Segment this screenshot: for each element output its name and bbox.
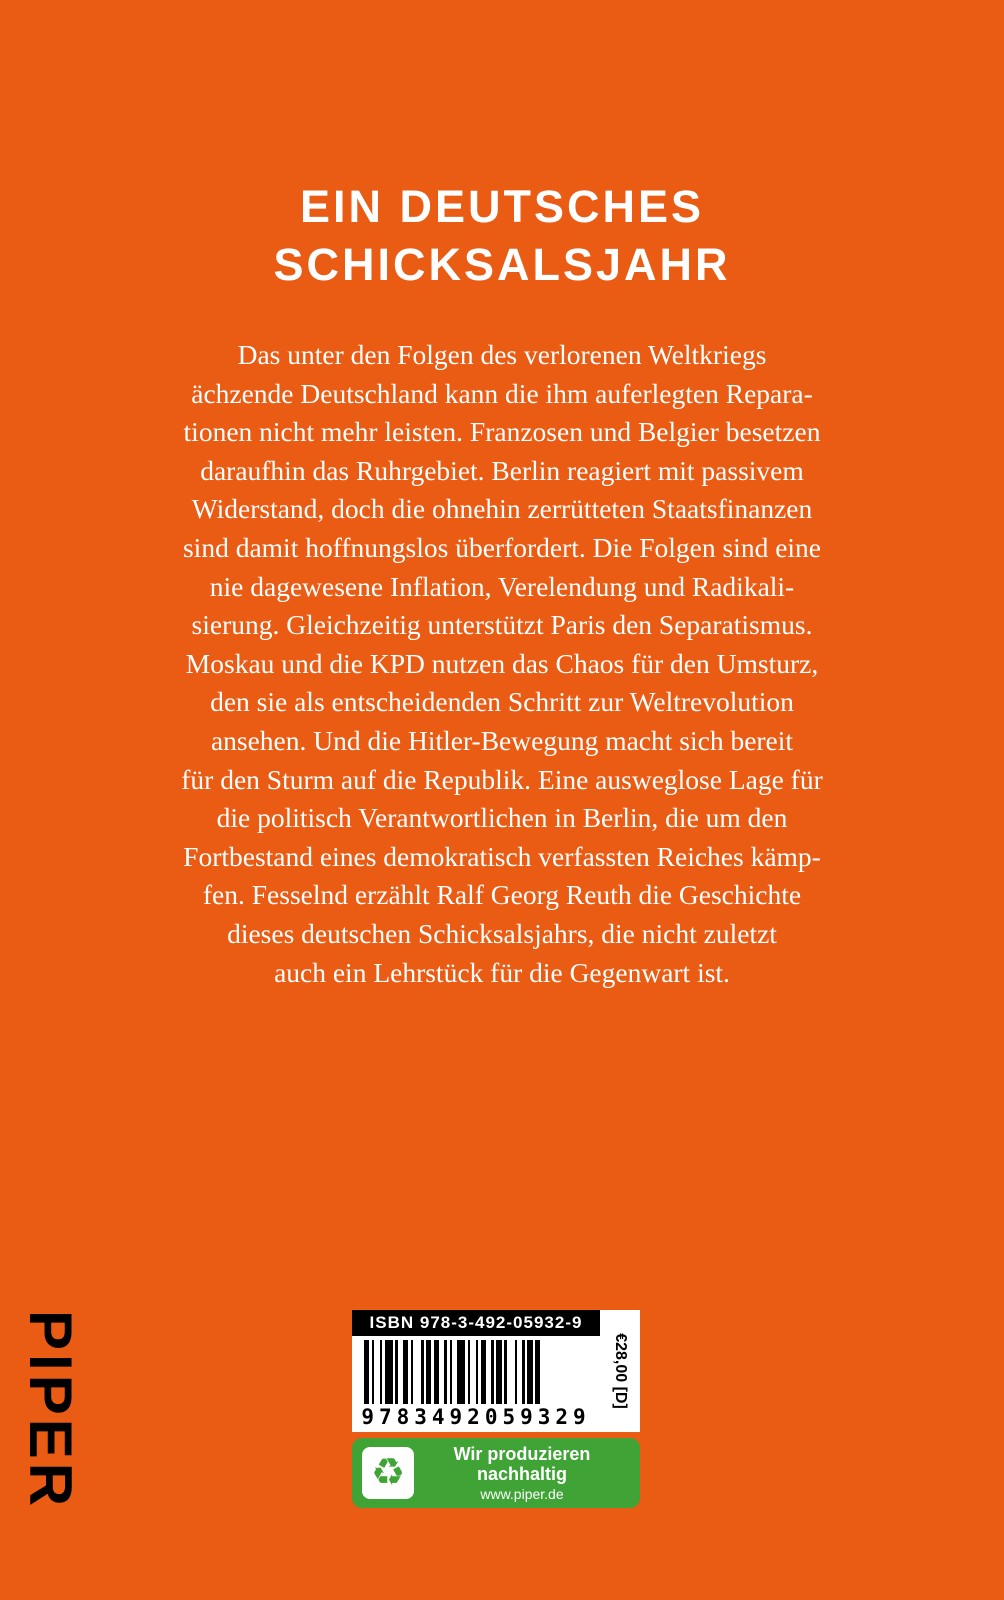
blurb-line: dieses deutschen Schicksalsjahrs, die nicht zuletzt [227, 917, 777, 949]
blurb-line: ansehen. Und die Hitler-Bewegung macht sich bereit [210, 724, 794, 756]
blurb-line: tionen nicht mehr leisten. Franzosen und Belgier besetzen [183, 416, 821, 448]
back-cover-blurb [122, 336, 882, 992]
barcode-left [352, 1310, 600, 1432]
book-title [0, 178, 1004, 294]
publisher-logo-piper: PIPER [17, 1310, 84, 1511]
blurb-line: Widerstand, doch die ohnehin zerrütteten Staatsfinanzen [191, 493, 813, 525]
blurb-line: für den Sturm auf die Republik. Eine ausweglose Lage für [181, 763, 823, 795]
eco-badge [352, 1438, 640, 1508]
recycle-icon: ♻ [362, 1447, 414, 1499]
eco-badge-line1: Wir produzieren [453, 1443, 591, 1464]
barcode-digits: 9783492059329 [361, 1405, 591, 1429]
blurb-line: Fortbestand eines demokratisch verfassten Reiches kämp- [183, 840, 821, 872]
blurb-line: daraufhin das Ruhrgebiet. Berlin reagiert mit passivem [200, 454, 804, 486]
price-column [600, 1310, 640, 1432]
barcode-block [352, 1310, 640, 1432]
eco-badge-text [414, 1444, 630, 1503]
blurb-line: Moskau und die KPD nutzen das Chaos für den Umsturz, [185, 647, 819, 679]
eco-badge-url: www.piper.de [480, 1485, 564, 1502]
barcode-icon [352, 1336, 600, 1404]
blurb-line: fen. Fesselnd erzählt Ralf Georg Reuth die Geschichte [202, 879, 802, 911]
isbn-label: ISBN 978-3-492-05932-9 [352, 1310, 600, 1336]
blurb-line: auch ein Lehrstück für die Gegenwart ist. [274, 956, 730, 988]
blurb-line: den sie als entscheidenden Schritt zur Weltrevolution [210, 686, 794, 718]
blurb-line: nie dagewesene Inflation, Verelendung und Radikali- [209, 570, 795, 602]
book-title-line1: EIN DEUTSCHES [299, 181, 705, 232]
book-title-line2: SCHICKSALSJAHR [273, 239, 731, 290]
blurb-line: sind damit hoffnungslos überfordert. Die Folgen sind eine [182, 531, 821, 563]
eco-badge-line2: nachhaltig [476, 1463, 567, 1484]
price-label: €28,00 [D] [612, 1333, 629, 1409]
blurb-line: ächzende Deutschland kann die ihm auferlegten Repara- [191, 377, 813, 409]
blurb-line: sierung. Gleichzeitig unterstützt Paris den Separatismus. [191, 609, 813, 641]
blurb-line: Das unter den Folgen des verlorenen Weltkriegs [237, 339, 767, 370]
blurb-line: die politisch Verantwortlichen in Berlin, die um den [216, 802, 788, 834]
